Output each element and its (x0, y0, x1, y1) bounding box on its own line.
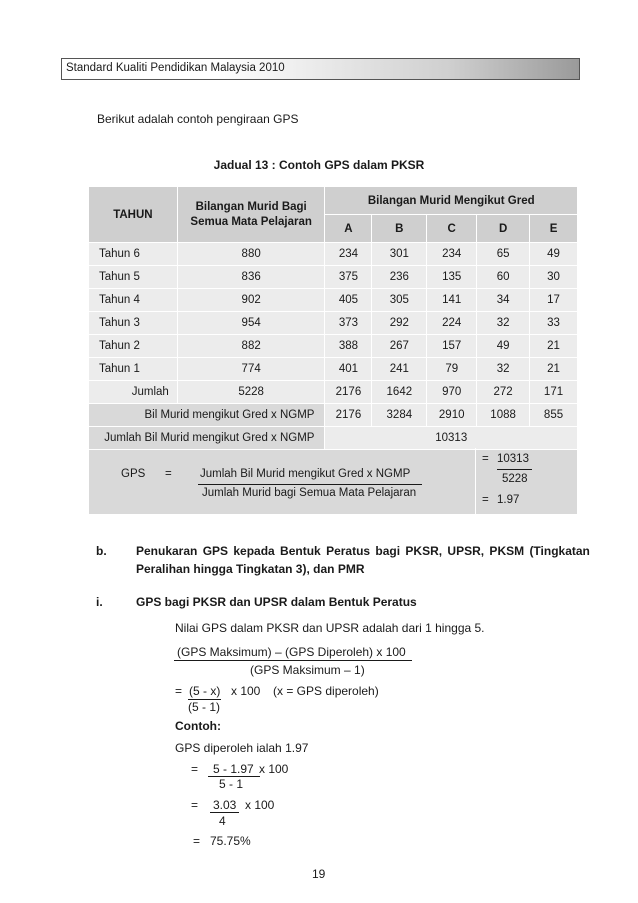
gps-divider (475, 448, 476, 514)
gps-denominator: Jumlah Murid bagi Semua Mata Pelajaran (202, 487, 417, 499)
jumlah-bilangan: 5228 (177, 381, 325, 404)
step1-equals: = (191, 762, 199, 776)
cell-grade: 21 (530, 335, 578, 358)
table-row (89, 289, 578, 312)
col-header-grade: B (372, 215, 427, 243)
cell-grade: 171 (530, 381, 578, 404)
gps-table (88, 186, 578, 515)
ngmp-label: Bil Murid mengikut Gred x NGMP (89, 404, 325, 427)
step1-numerator: 5 - 1.97 (213, 762, 254, 776)
col-header-grade: A (325, 215, 372, 243)
cell-grade: 33 (530, 312, 578, 335)
step3-equals: = (193, 834, 201, 848)
table-title: Jadual 13 : Contoh GPS dalam PKSR (213, 158, 425, 172)
cell-tahun: Tahun 1 (89, 358, 178, 381)
step1-denominator: 5 - 1 (219, 777, 244, 791)
col-header-bilangan: Bilangan Murid Bagi Semua Mata Pelajaran (177, 187, 325, 243)
cell-grade: 65 (477, 243, 530, 266)
formula-denominator: (GPS Maksimum – 1) (250, 663, 365, 677)
cell-grade: 234 (325, 243, 372, 266)
cell-tahun: Tahun 6 (89, 243, 178, 266)
cell-grade: 401 (325, 358, 372, 381)
jumlah-ngmp-row (89, 427, 578, 450)
cell-grade: 141 (427, 289, 477, 312)
cell-grade: 135 (427, 266, 477, 289)
cell-grade: 17 (530, 289, 578, 312)
section-b-title-line2: Peralihan hingga Tingkatan 3), dan PMR (136, 562, 365, 576)
header-bar (61, 58, 580, 80)
cell-bilangan: 880 (177, 243, 325, 266)
cell-bilangan: 954 (177, 312, 325, 335)
ngmp-row (89, 404, 578, 427)
cell-grade: 272 (477, 381, 530, 404)
nilai-text: Nilai GPS dalam PKSR dan UPSR adalah dari 1 hingga 5. (175, 621, 485, 635)
cell-grade: 301 (372, 243, 427, 266)
gps-diperoleh: GPS diperoleh ialah 1.97 (175, 741, 309, 755)
cell-grade: 60 (477, 266, 530, 289)
cell-grade: 388 (325, 335, 372, 358)
cell-grade: 236 (372, 266, 427, 289)
cell-grade: 2176 (325, 404, 372, 427)
step2-denominator: 4 (219, 814, 226, 828)
jumlah-ngmp-value: 10313 (325, 427, 578, 450)
step2-numerator: 3.03 (213, 798, 237, 812)
cell-grade: 2176 (325, 381, 372, 404)
cell-bilangan: 836 (177, 266, 325, 289)
cell-grade: 21 (530, 358, 578, 381)
cell-bilangan: 902 (177, 289, 325, 312)
section-i-title: GPS bagi PKSR dan UPSR dalam Bentuk Peratus (136, 595, 417, 609)
cell-grade: 34 (477, 289, 530, 312)
cell-grade: 375 (325, 266, 372, 289)
alt-equals: = (175, 684, 183, 698)
step2-equals: = (191, 798, 199, 812)
col-header-grade: C (427, 215, 477, 243)
cell-tahun: Tahun 3 (89, 312, 178, 335)
alt-note: (x = GPS diperoleh) (273, 684, 379, 698)
cell-grade: 234 (427, 243, 477, 266)
gps-result: 1.97 (497, 494, 520, 506)
cell-grade: 267 (372, 335, 427, 358)
cell-grade: 157 (427, 335, 477, 358)
alt-x100: x 100 (231, 684, 261, 698)
jumlah-ngmp-label: Jumlah Bil Murid mengikut Gred x NGMP (89, 427, 325, 450)
col-header-grade: E (530, 215, 578, 243)
step2-fraction-line (210, 812, 239, 813)
table-row (89, 312, 578, 335)
jumlah-label: Jumlah (89, 381, 178, 404)
cell-grade: 3284 (372, 404, 427, 427)
cell-grade: 1088 (477, 404, 530, 427)
gps-numerator: Jumlah Bil Murid mengikut Gred x NGMP (200, 468, 411, 480)
table-row (89, 358, 578, 381)
cell-bilangan: 882 (177, 335, 325, 358)
col-header-tahun: TAHUN (89, 187, 178, 243)
col-header-grade: D (477, 215, 530, 243)
cell-grade: 1642 (372, 381, 427, 404)
step2-x100: x 100 (245, 798, 275, 812)
col-header-gred-group: Bilangan Murid Mengikut Gred (325, 187, 578, 215)
cell-grade: 32 (477, 312, 530, 335)
gps-fraction-line (198, 484, 422, 485)
step3-value: 75.75% (210, 834, 251, 848)
gps-label: GPS (121, 468, 146, 480)
gps-calc-numerator: 10313 (497, 453, 529, 465)
intro-text: Berikut adalah contoh pengiraan GPS (97, 112, 299, 126)
formula-numerator: (GPS Maksimum) – (GPS Diperoleh) x 100 (177, 645, 406, 659)
gps-result-equals: = (482, 494, 489, 506)
cell-tahun: Tahun 2 (89, 335, 178, 358)
cell-grade: 855 (530, 404, 578, 427)
cell-grade: 49 (477, 335, 530, 358)
cell-grade: 373 (325, 312, 372, 335)
formula-fraction-line (174, 660, 412, 661)
gps-calc-denominator: 5228 (502, 473, 528, 485)
alt-numerator: (5 - x) (189, 684, 221, 698)
cell-bilangan: 774 (177, 358, 325, 381)
cell-grade: 30 (530, 266, 578, 289)
cell-grade: 224 (427, 312, 477, 335)
cell-grade: 970 (427, 381, 477, 404)
cell-tahun: Tahun 5 (89, 266, 178, 289)
gps-equals: = (165, 468, 172, 480)
cell-grade: 241 (372, 358, 427, 381)
gps-calc-equals: = (482, 453, 489, 465)
page-number: 19 (312, 867, 326, 881)
alt-denominator: (5 - 1) (188, 700, 221, 714)
section-i-marker: i. (96, 595, 103, 609)
table-row (89, 266, 578, 289)
cell-grade: 2910 (427, 404, 477, 427)
section-b-title-line1: Penukaran GPS kepada Bentuk Peratus bagi PKSR, UPSR, PKSM (Tingkatan (136, 544, 590, 558)
cell-grade: 292 (372, 312, 427, 335)
cell-grade: 405 (325, 289, 372, 312)
cell-tahun: Tahun 4 (89, 289, 178, 312)
cell-grade: 32 (477, 358, 530, 381)
contoh-label: Contoh: (175, 719, 221, 733)
jumlah-row (89, 381, 578, 404)
header-title: Standard Kualiti Pendidikan Malaysia 2010 (66, 62, 285, 74)
table-row (89, 243, 578, 266)
table-row (89, 335, 578, 358)
step1-x100: x 100 (259, 762, 289, 776)
cell-grade: 305 (372, 289, 427, 312)
gps-calc-line (497, 469, 532, 470)
section-b-marker: b. (96, 544, 107, 558)
cell-grade: 79 (427, 358, 477, 381)
cell-grade: 49 (530, 243, 578, 266)
